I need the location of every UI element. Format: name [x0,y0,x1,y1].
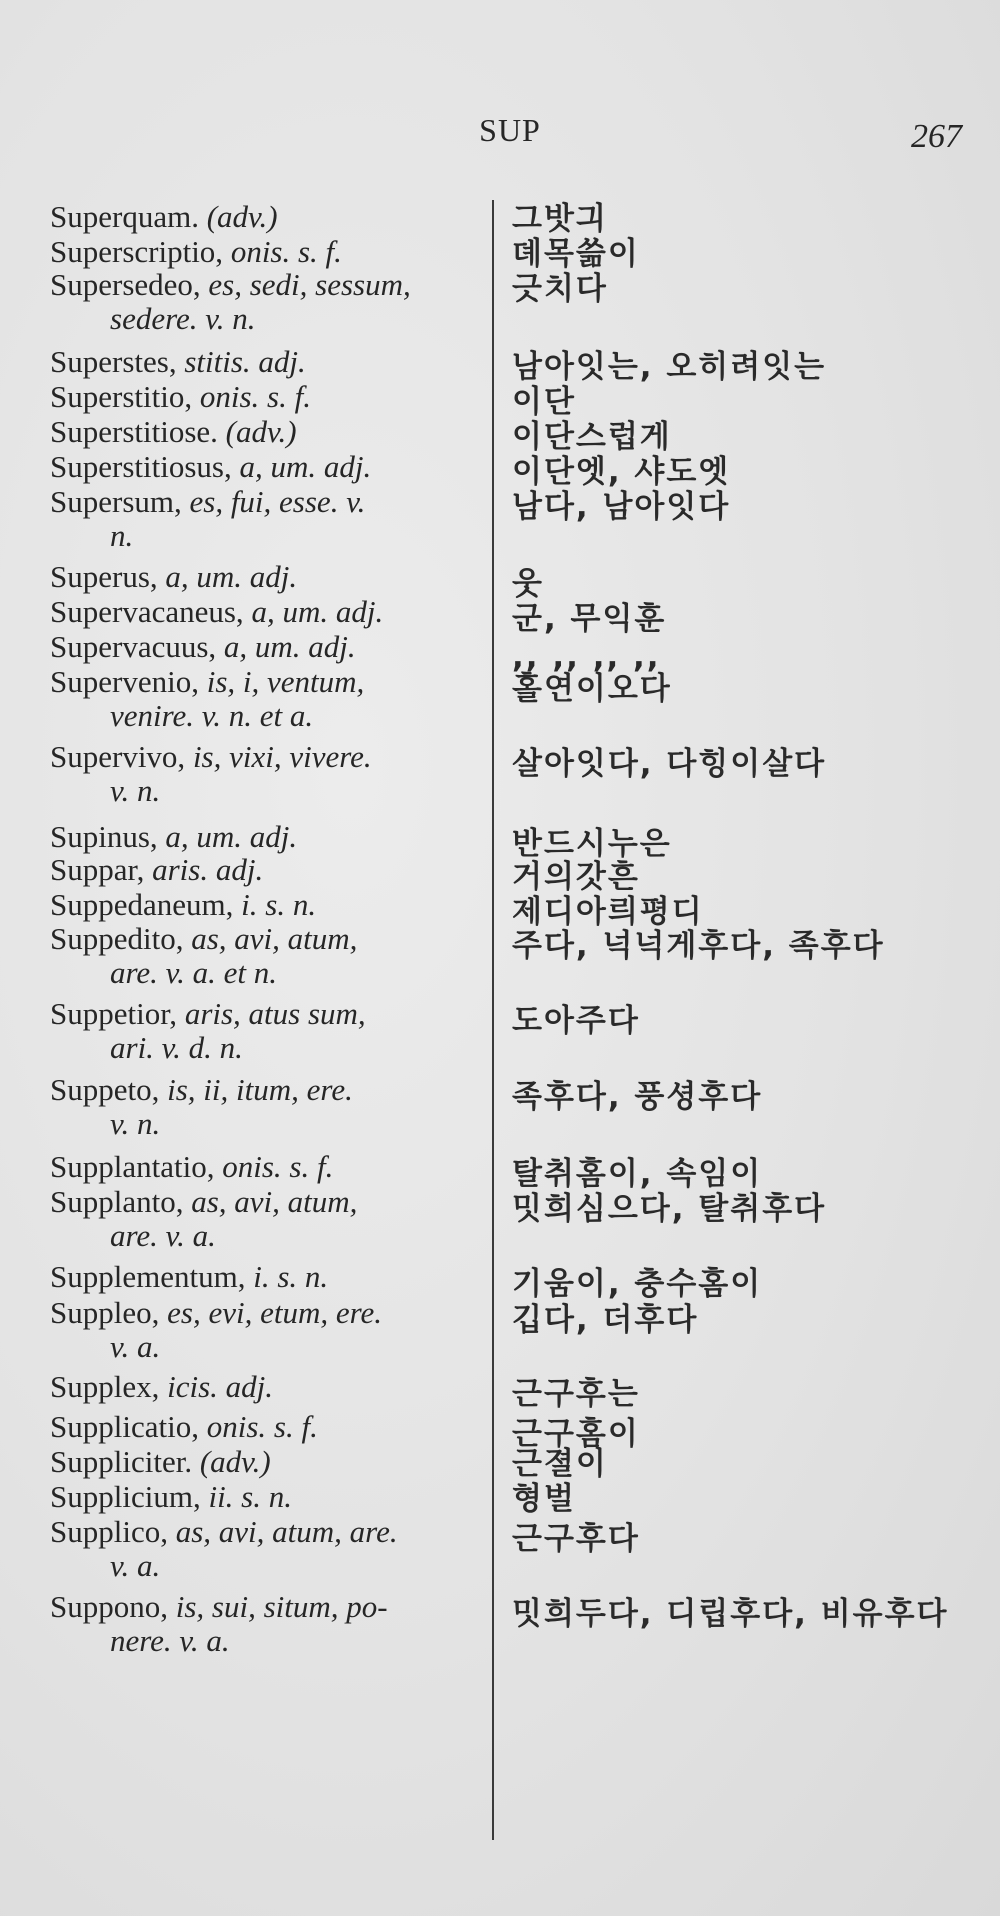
headword: Supplico, [50,1514,168,1549]
grammar-note: (adv.) [217,414,297,449]
latin-entry [50,1590,480,1658]
korean-definition: 이단엣, 샤도엣 [512,454,731,490]
latin-entry [50,1445,480,1479]
korean-definition: 긋치다 [512,271,608,307]
headword: Supervenio, [50,664,199,699]
latin-entry [50,345,480,379]
headword: Suppedito, [50,921,184,956]
grammar-note: aris, atus sum, [177,996,366,1031]
headword: Supplanto, [50,1184,184,1219]
korean-definition: 주다, 넉넉게후다, 족후다 [512,928,885,964]
latin-entry [50,268,480,336]
headword: Supplicium, [50,1479,201,1514]
grammar-note: a, um. adj. [157,819,298,854]
headword: Suppliciter. [50,1444,193,1479]
headword: Supplicatio, [50,1409,199,1444]
latin-entry [50,922,480,990]
latin-entry [50,1410,480,1444]
grammar-continuation: v. a. [110,1329,161,1364]
grammar-note: es, fui, esse. v. [181,484,366,519]
headword: Supervivo, [50,739,186,774]
korean-definition: 근구후는 [512,1376,640,1412]
grammar-continuation: venire. v. n. et a. [110,698,314,733]
grammar-note: onis. s. f. [214,1149,334,1184]
grammar-note: stitis. adj. [176,344,306,379]
grammar-note: as, avi, atum, [183,1184,358,1219]
grammar-note: aris. adj. [144,852,264,887]
korean-definition: 이단 [512,384,576,420]
grammar-continuation: v. a. [110,1548,161,1583]
latin-entry [50,1296,480,1364]
korean-definition: 살아잇다, 다힝이살다 [512,746,827,782]
latin-entry [50,415,480,449]
headword: Superstitiosus, [50,449,232,484]
grammar-note: is, sui, situm, po- [168,1589,388,1624]
latin-entry [50,630,480,664]
grammar-note: a, um. adj. [243,594,384,629]
headword: Superquam. [50,199,199,234]
korean-definition: 이단스럽게 [512,419,672,455]
latin-entry [50,997,480,1065]
running-head: SUP [479,112,541,148]
korean-definition: 도아주다 [512,1003,640,1039]
latin-entry [50,1260,480,1294]
grammar-note: es, sedi, sessum, [200,267,411,302]
grammar-note: icis. adj. [159,1369,274,1404]
latin-entry [50,888,480,922]
headword: Superscriptio, [50,234,224,269]
latin-entry [50,380,480,414]
grammar-note: i. s. n. [233,887,317,922]
grammar-note: as, avi, atum, are. [167,1514,398,1549]
grammar-note: is, i, ventum, [198,664,365,699]
latin-entry [50,235,480,269]
grammar-note: onis. s. f. [198,1409,318,1444]
latin-entry [50,595,480,629]
grammar-note: i. s. n. [245,1259,329,1294]
headword: Superstitiose. [50,414,218,449]
korean-definition: 족후다, 풍셩후다 [512,1079,763,1115]
grammar-continuation: n. [110,518,134,553]
headword: Suppleo, [50,1295,160,1330]
headword: Supinus, [50,819,158,854]
latin-entry [50,485,480,553]
headword: Superus, [50,559,158,594]
latin-entry [50,450,480,484]
korean-definition: 뎨목쓺이 [512,236,640,272]
korean-definition: 반드시누은 [512,826,672,862]
grammar-note: ii. s. n. [200,1479,292,1514]
headword: Supersum, [50,484,182,519]
grammar-note: as, avi, atum, [183,921,358,956]
headword: Supplex, [50,1369,160,1404]
grammar-continuation: are. v. a. [110,1218,216,1253]
latin-entry [50,560,480,594]
korean-definition: 홀연이오다 [512,671,672,707]
korean-definition: 밋희심으다, 탈취후다 [512,1191,827,1227]
headword: Superstitio, [50,379,193,414]
korean-definition: 기움이, 충수홈이 [512,1266,763,1302]
headword: Supplementum, [50,1259,246,1294]
korean-definition: 그밧긔 [512,201,608,237]
headword: Suppetior, [50,996,178,1031]
korean-definition: 형벌 [512,1481,576,1517]
headword: Suppono, [50,1589,168,1624]
grammar-note: a, um. adj. [231,449,372,484]
grammar-note: is, ii, itum, ere. [159,1072,353,1107]
latin-entry [50,853,480,887]
grammar-note: (adv.) [192,1444,271,1479]
page-number: 267 [911,118,962,155]
grammar-continuation: sedere. v. n. [110,301,256,336]
grammar-note: is, vixi, vivere. [185,739,372,774]
latin-entry [50,665,480,733]
grammar-note: (adv.) [198,199,278,234]
korean-definition: 근졀이 [512,1446,608,1482]
latin-entry [50,1515,480,1583]
korean-definition: 거의갓흔 [512,859,640,895]
korean-definition: 근구후다 [512,1521,640,1557]
korean-definition: ,, ,, ,, ,, [512,639,661,675]
korean-definition: 탈취홈이, 속임이 [512,1156,763,1192]
latin-entry [50,200,480,234]
headword: Suppar, [50,852,145,887]
headword: Supervacuus, [50,629,217,664]
grammar-note: a, um. adj. [157,559,298,594]
grammar-continuation: v. n. [110,1106,161,1141]
latin-entry [50,1150,480,1184]
grammar-note: onis. s. f. [223,234,342,269]
korean-definition: 근구홈이 [512,1416,640,1452]
korean-definition: 남아잇는, 오히려잇는 [512,349,827,385]
column-divider [492,200,494,1840]
headword: Suppedaneum, [50,887,234,922]
grammar-continuation: nere. v. a. [110,1623,230,1658]
latin-entry [50,820,480,854]
latin-entry [50,1480,480,1514]
korean-definition: 군, 무익훈 [512,601,667,637]
headword: Supervacaneus, [50,594,244,629]
grammar-note: a, um. adj. [216,629,356,664]
grammar-continuation: ari. v. d. n. [110,1030,243,1065]
grammar-note: onis. s. f. [192,379,311,414]
korean-definition: 제디아릐평디 [512,894,704,930]
latin-entry [50,1073,480,1141]
headword: Supplantatio, [50,1149,215,1184]
korean-definition: 밋희두다, 디립후다, 비유후다 [512,1596,949,1632]
grammar-continuation: are. v. a. et n. [110,955,278,990]
korean-definition: 웃 [512,566,544,602]
grammar-continuation: v. n. [110,773,161,808]
korean-definition: 남다, 남아잇다 [512,489,731,525]
headword: Superstes, [50,344,177,379]
latin-entry [50,1185,480,1253]
grammar-note: es, evi, etum, ere. [159,1295,383,1330]
latin-entry [50,1370,480,1404]
headword: Supersedeo, [50,267,201,302]
headword: Suppeto, [50,1072,160,1107]
latin-entry [50,740,480,808]
korean-definition: 깁다, 더후다 [512,1302,699,1338]
